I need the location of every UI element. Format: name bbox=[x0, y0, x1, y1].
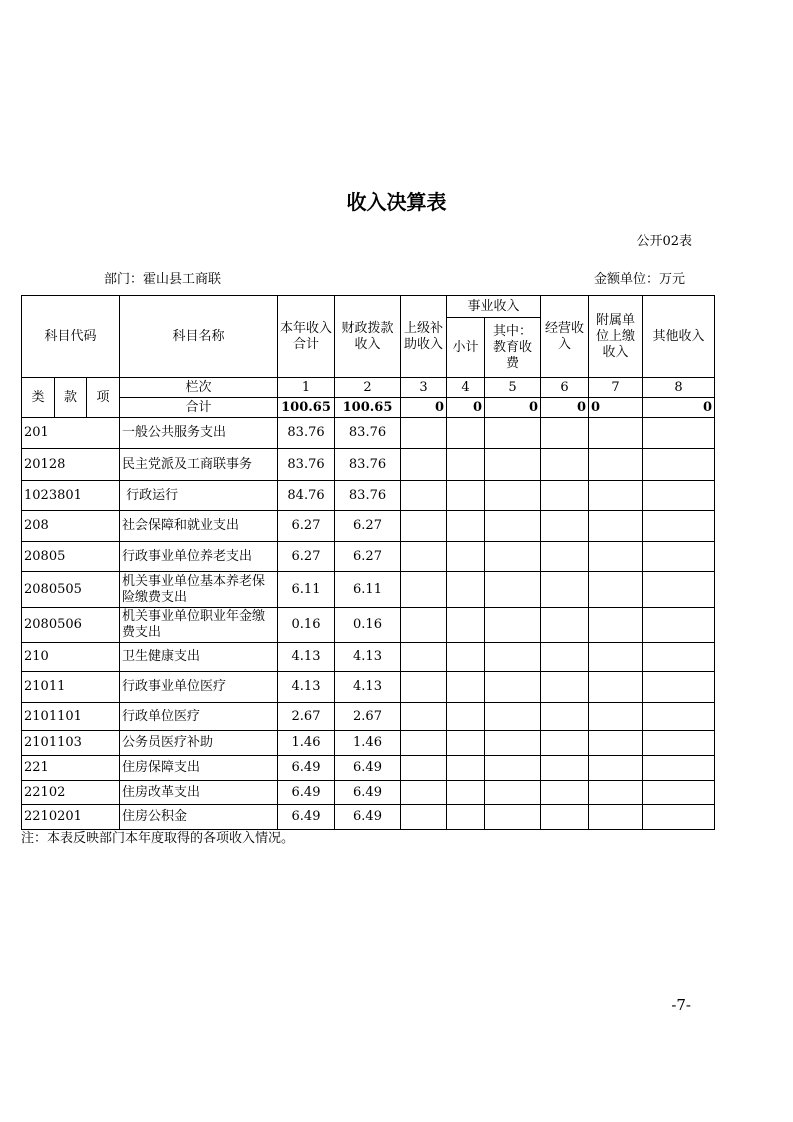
row-total: 83.76 bbox=[278, 418, 335, 449]
header-superior: 上级补助收入 bbox=[401, 296, 447, 378]
row-total: 6.27 bbox=[278, 511, 335, 542]
col-num: 6 bbox=[541, 378, 589, 398]
total-row-value: 0 bbox=[643, 398, 715, 418]
row-fiscal: 6.49 bbox=[335, 781, 401, 805]
department-label: 部门：霍山县工商联 bbox=[104, 272, 222, 287]
table-row bbox=[22, 572, 715, 608]
row-name: 住房改革支出 bbox=[120, 781, 278, 805]
row-fiscal: 6.27 bbox=[335, 511, 401, 542]
row-code: 22102 bbox=[22, 781, 120, 805]
header-affiliate: 附属单位上缴收入 bbox=[589, 296, 643, 378]
row-fiscal: 2.67 bbox=[335, 703, 401, 731]
row-name: 行政事业单位养老支出 bbox=[120, 542, 278, 572]
table-row bbox=[22, 481, 715, 511]
table-row bbox=[22, 756, 715, 781]
row-code: 2101103 bbox=[22, 731, 120, 756]
total-row-value: 0 bbox=[589, 398, 643, 418]
row-total: 4.13 bbox=[278, 672, 335, 703]
col-num: 1 bbox=[278, 378, 335, 398]
row-fiscal: 83.76 bbox=[335, 481, 401, 511]
header-fiscal: 财政拨款收入 bbox=[335, 296, 401, 378]
row-name: 行政事业单位医疗 bbox=[120, 672, 278, 703]
row-code: 210 bbox=[22, 643, 120, 672]
row-fiscal: 0.16 bbox=[335, 608, 401, 643]
row-name: 一般公共服务支出 bbox=[120, 418, 278, 449]
total-row-value: 0 bbox=[485, 398, 541, 418]
table-row bbox=[22, 781, 715, 805]
income-table bbox=[21, 295, 715, 830]
row-total: 1.46 bbox=[278, 731, 335, 756]
row-name: 机关事业单位基本养老保险缴费支出 bbox=[120, 572, 278, 608]
col-num: 5 bbox=[485, 378, 541, 398]
row-code: 1023801 bbox=[22, 481, 120, 511]
total-row-value: 100.65 bbox=[278, 398, 335, 418]
row-fiscal: 4.13 bbox=[335, 643, 401, 672]
row-total: 6.11 bbox=[278, 572, 335, 608]
header-xiang: 项 bbox=[87, 378, 120, 418]
row-total: 84.76 bbox=[278, 481, 335, 511]
col-num: 7 bbox=[589, 378, 643, 398]
col-num: 4 bbox=[447, 378, 485, 398]
header-subtotal: 小计 bbox=[447, 318, 485, 378]
header-kuan: 款 bbox=[55, 378, 87, 418]
row-total: 4.13 bbox=[278, 643, 335, 672]
header-total: 本年收入合计 bbox=[278, 296, 335, 378]
row-code: 21011 bbox=[22, 672, 120, 703]
row-code: 221 bbox=[22, 756, 120, 781]
row-name: 民主党派及工商联事务 bbox=[120, 449, 278, 481]
table-row bbox=[22, 449, 715, 481]
row-fiscal: 4.13 bbox=[335, 672, 401, 703]
row-code: 2210201 bbox=[22, 805, 120, 830]
row-total: 0.16 bbox=[278, 608, 335, 643]
total-row-value: 0 bbox=[401, 398, 447, 418]
total-row-label: 合计 bbox=[120, 398, 278, 418]
row-fiscal: 6.27 bbox=[335, 542, 401, 572]
total-row-value: 0 bbox=[447, 398, 485, 418]
header-lanci: 栏次 bbox=[120, 378, 278, 398]
form-number: 公开02表 bbox=[636, 234, 692, 249]
row-code: 20128 bbox=[22, 449, 120, 481]
row-fiscal: 6.11 bbox=[335, 572, 401, 608]
header-code: 科目代码 bbox=[22, 296, 120, 378]
table-row bbox=[22, 418, 715, 449]
row-code: 2101101 bbox=[22, 703, 120, 731]
row-total: 83.76 bbox=[278, 449, 335, 481]
row-total: 6.49 bbox=[278, 781, 335, 805]
table-note: 注：本表反映部门本年度取得的各项收入情况。 bbox=[21, 831, 295, 846]
row-total: 6.49 bbox=[278, 756, 335, 781]
table-row bbox=[22, 672, 715, 703]
total-row-value: 100.65 bbox=[335, 398, 401, 418]
row-code: 2080505 bbox=[22, 572, 120, 608]
row-name: 卫生健康支出 bbox=[120, 643, 278, 672]
total-row-value: 0 bbox=[541, 398, 589, 418]
row-fiscal: 6.49 bbox=[335, 805, 401, 830]
table-row bbox=[22, 608, 715, 643]
row-name: 社会保障和就业支出 bbox=[120, 511, 278, 542]
col-num: 8 bbox=[643, 378, 715, 398]
row-name: 机关事业单位职业年金缴费支出 bbox=[120, 608, 278, 643]
col-num: 2 bbox=[335, 378, 401, 398]
header-edu-fee: 其中：教育收费 bbox=[485, 318, 541, 378]
row-fiscal: 6.49 bbox=[335, 756, 401, 781]
page-title: 收入决算表 bbox=[346, 190, 447, 214]
row-code: 2080506 bbox=[22, 608, 120, 643]
page-number: -7- bbox=[671, 996, 691, 1014]
header-lei: 类 bbox=[22, 378, 55, 418]
header-name: 科目名称 bbox=[120, 296, 278, 378]
col-num: 3 bbox=[401, 378, 447, 398]
row-name: 公务员医疗补助 bbox=[120, 731, 278, 756]
row-fiscal: 1.46 bbox=[335, 731, 401, 756]
row-name: 行政运行 bbox=[120, 481, 278, 511]
table-row bbox=[22, 542, 715, 572]
row-code: 208 bbox=[22, 511, 120, 542]
row-name: 住房保障支出 bbox=[120, 756, 278, 781]
row-fiscal: 83.76 bbox=[335, 449, 401, 481]
header-operation: 经营收入 bbox=[541, 296, 589, 378]
table-row bbox=[22, 731, 715, 756]
row-total: 6.27 bbox=[278, 542, 335, 572]
table-row bbox=[22, 511, 715, 542]
row-code: 20805 bbox=[22, 542, 120, 572]
row-fiscal: 83.76 bbox=[335, 418, 401, 449]
amount-unit-label: 金额单位：万元 bbox=[593, 272, 685, 287]
table-row bbox=[22, 643, 715, 672]
table-row bbox=[22, 703, 715, 731]
header-other: 其他收入 bbox=[643, 296, 715, 378]
row-name: 行政单位医疗 bbox=[120, 703, 278, 731]
row-name: 住房公积金 bbox=[120, 805, 278, 830]
row-total: 2.67 bbox=[278, 703, 335, 731]
row-total: 6.49 bbox=[278, 805, 335, 830]
table-row bbox=[22, 805, 715, 830]
row-code: 201 bbox=[22, 418, 120, 449]
header-business-income: 事业收入 bbox=[447, 296, 541, 318]
